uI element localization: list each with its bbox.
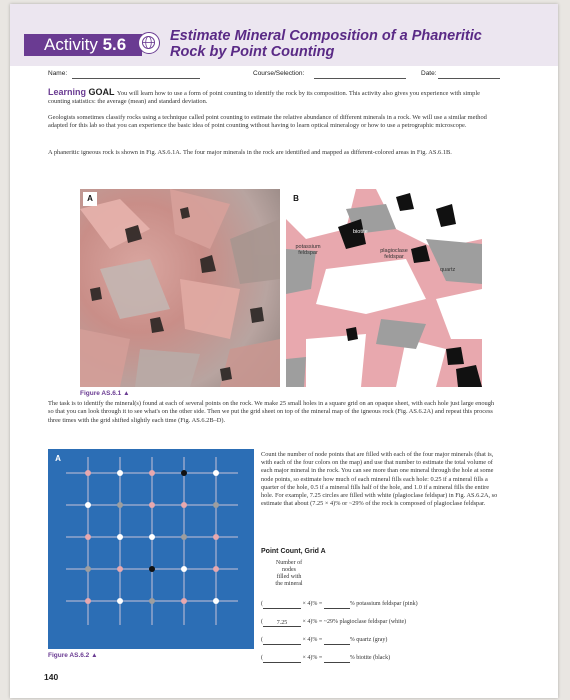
activity-tag bbox=[24, 34, 142, 56]
triangle-icon: ▲ bbox=[123, 390, 130, 397]
col-head-1: Number of bbox=[275, 560, 303, 566]
count-blank-4[interactable] bbox=[263, 655, 301, 663]
name-line[interactable] bbox=[72, 78, 200, 79]
point-count-title: Point Count, Grid A bbox=[261, 548, 326, 555]
grid-label-a: A bbox=[51, 452, 65, 466]
calc-row-quartz: ( × 4)% = % quartz (gray) bbox=[261, 637, 388, 643]
photo-texture bbox=[80, 189, 280, 387]
count-blank-3[interactable] bbox=[263, 637, 301, 645]
map-shapes bbox=[286, 189, 482, 387]
calc-row-potassium: ( × 4)% = % potassium feldspar (pink) bbox=[261, 601, 418, 607]
rock-photo bbox=[80, 189, 280, 387]
figure-caption-2 bbox=[48, 652, 98, 659]
label-biotite: biotite bbox=[353, 229, 368, 235]
goal-heading-a: Learning bbox=[48, 87, 87, 97]
count-blank-2[interactable]: 7.25 bbox=[263, 619, 301, 627]
goal-text: You will learn how to use a form of point counting to identify the rock by its composition. This activity also gives you experience with simple counting statistics: the average (mean) and standard deviation. bbox=[48, 90, 480, 106]
col-head-2: nodes bbox=[282, 567, 296, 573]
date-line[interactable] bbox=[438, 78, 500, 79]
label-plagioclase-feldspar bbox=[374, 248, 414, 260]
title-line-1: Estimate Mineral Composition of a Phaneritic bbox=[170, 28, 482, 44]
col-head-4: the mineral bbox=[275, 581, 303, 587]
result-blank-3[interactable] bbox=[324, 637, 350, 645]
grid-svg bbox=[48, 449, 254, 649]
nodes-column-header bbox=[261, 560, 317, 588]
learning-goal bbox=[48, 88, 500, 107]
point-grid-panel bbox=[48, 449, 254, 649]
paragraph-1: Geologists sometimes classify rocks using a technique called point counting to estimate the relative abundance of different minerals in a rock. We will use a similar method adapted for this lab so that you can experience the basic idea of point counting without having to learn optical mineralogy or how to use a petrographic microscope. bbox=[48, 114, 487, 130]
globe-icon bbox=[138, 32, 160, 54]
goal-heading bbox=[48, 87, 117, 97]
calc-mineral-1: % potassium feldspar (pink) bbox=[349, 601, 418, 607]
label-quartz: quartz bbox=[440, 267, 456, 273]
result-2: ~29 bbox=[323, 619, 334, 625]
calc-mineral-4: % biotite (black) bbox=[349, 655, 391, 661]
label-feldspar-k: feldspar bbox=[298, 250, 318, 256]
calc-mineral-3: % quartz (gray) bbox=[349, 637, 388, 643]
page-number: 140 bbox=[44, 672, 59, 682]
triangle-icon: ▲ bbox=[91, 652, 98, 659]
mineral-map bbox=[286, 189, 482, 387]
workbook-page bbox=[10, 4, 558, 698]
figure-caption-1 bbox=[80, 390, 130, 397]
caption-1-text: Figure AS.6.1 bbox=[80, 390, 122, 397]
calc-times-4: × 4)% = bbox=[302, 655, 323, 661]
calc-times-3: × 4)% = bbox=[302, 637, 323, 643]
calc-row-plagioclase: ( 7.25 × 4)% = ~29% plagioclase feldspar (white) bbox=[261, 619, 407, 626]
activity-number: 5.6 bbox=[102, 35, 127, 54]
calc-mineral-2: % plagioclase feldspar (white) bbox=[333, 619, 407, 625]
label-feldspar-p: feldspar bbox=[384, 254, 404, 260]
count-blank-1[interactable] bbox=[263, 601, 301, 609]
figure-label-a: A bbox=[83, 192, 97, 206]
goal-heading-b: GOAL bbox=[88, 87, 115, 97]
label-plagioclase: plagioclase bbox=[380, 248, 408, 254]
caption-2-text: Figure AS.6.2 bbox=[48, 652, 90, 659]
instructions-column: Count the number of node points that are filled with each of the four major minerals (that is, with each of the four colors on the map) and use that number to estimate the total volume of each major mineral in the rock. You can see more than one mineral through the hole at some node points, so estimate how much of each mineral fills each hole: 0.25 if a mineral fills a quarter of the hole, 0.5 if a mineral fills half of the hole, and 1.0 if a mineral fills the entire hole. For example, 7.25 circles are filled with white (plagioclase feldspar) in Fig. AS.6.2A, so estimate that about (7.25 × 4)% or ~29% of the rock is composed of plagioclase feldspar. bbox=[261, 451, 498, 508]
col-head-3: filled with bbox=[276, 574, 302, 580]
activity-title bbox=[170, 28, 530, 60]
calc-row-biotite: ( × 4)% = % biotite (black) bbox=[261, 655, 391, 661]
title-line-2: Rock by Point Counting bbox=[170, 44, 335, 60]
figure-label-b: B bbox=[289, 192, 303, 206]
label-potassium: potassium bbox=[295, 244, 321, 250]
calc-times-1: × 4)% = bbox=[302, 601, 323, 607]
name-label: Name: bbox=[48, 70, 68, 77]
course-line[interactable] bbox=[314, 78, 406, 79]
result-blank-1[interactable] bbox=[324, 601, 350, 609]
result-blank-4[interactable] bbox=[324, 655, 350, 663]
label-potassium-feldspar bbox=[288, 244, 328, 256]
course-label: Course/Selection: bbox=[253, 70, 305, 77]
activity-word: Activity bbox=[44, 35, 98, 54]
paragraph-3: The task is to identify the mineral(s) found at each of several points on the rock. We make 25 small holes in a square grid on an opaque sheet, with each hole just large enough so that you can look through it to see what's on the other side. Then we put the grid sheet on top of the mineral map of the igneous rock (Fig. AS.6.2A) and repeat this process three times with the grid shifted slightly each time (Fig. AS.6.2B–D). bbox=[48, 400, 495, 424]
calc-times-2: × 4)% = bbox=[302, 619, 323, 625]
date-label: Date: bbox=[421, 70, 437, 77]
paragraph-2: A phaneritic igneous rock is shown in Fig. AS.6.1A. The four major minerals in the rock are identified and mapped as different-colored areas in Fig. AS.6.1B. bbox=[48, 149, 452, 156]
